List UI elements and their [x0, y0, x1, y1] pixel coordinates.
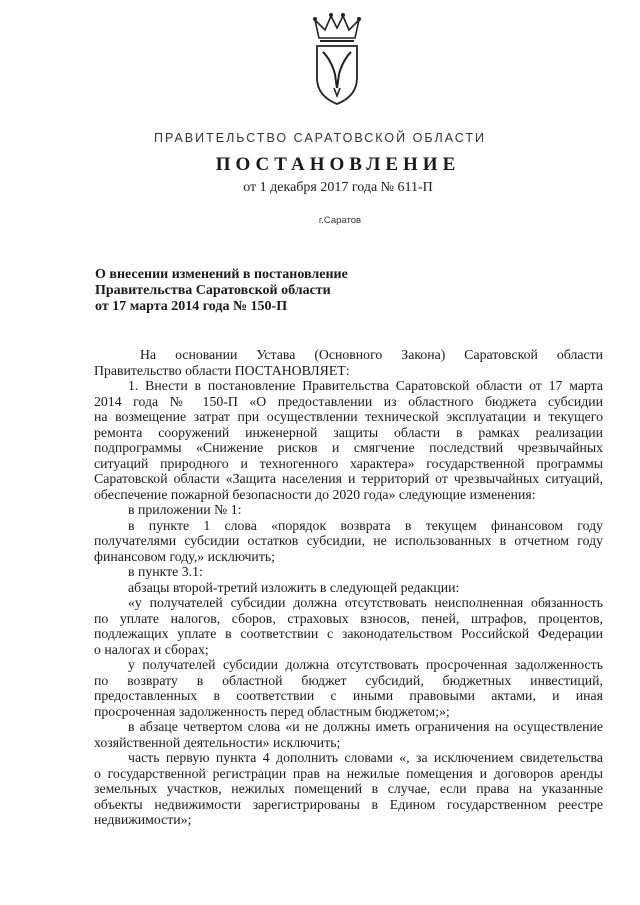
document-city: г.Саратов	[318, 215, 362, 226]
subject-line: О внесении изменений в постановление	[95, 267, 348, 282]
body-line: подпрограммы «Снижение рисков и смягчение последствий чрезвычайных	[94, 440, 603, 455]
body-line: 1. Внести в постановление Правительства Саратовской области от 17 марта	[128, 378, 603, 393]
body-line: обеспечение пожарной безопасности до 2020 года» следующие изменения:	[94, 486, 536, 502]
body-line: просроченная задолженность перед областным бюджетом;»;	[94, 703, 450, 719]
saratov-region-emblem-icon	[305, 8, 369, 108]
document-body	[94, 347, 603, 828]
body-line: 2014 года № 150-П «О предоставлении из областного бюджета субсидии	[94, 393, 603, 409]
body-line: у получателей субсидии должна отсутствовать просроченная задолженность	[128, 657, 603, 672]
government-title: ПРАВИТЕЛЬСТВО САРАТОВСКОЙ ОБЛАСТИ	[153, 131, 487, 145]
document-type: ПОСТАНОВЛЕНИЕ	[215, 154, 461, 175]
body-line: получателями субсидии остатков субсидии, не использованных в отчетном году	[94, 533, 603, 548]
body-line: в абзаце четвертом слова «и не должны иметь ограничения на осуществление	[128, 719, 603, 734]
body-line: финансовом году,» исключить;	[94, 548, 275, 564]
body-line: ремонта сооружений инженерной защиты области в рамках реализации	[94, 424, 603, 440]
subject-line: от 17 марта 2014 года № 150-П	[95, 299, 288, 314]
body-line: о налогах и сборах;	[94, 641, 209, 657]
body-line: «у получателей субсидии должна отсутствовать неисполненная обязанность	[128, 595, 603, 610]
body-line: о государственной регистрации прав на нежилые помещения и договоров аренды	[94, 765, 603, 781]
body-line: по уплате налогов, сборов, страховых взносов, пеней, штрафов, процентов,	[94, 610, 603, 626]
body-line: На основании Устава (Основного Закона) Саратовской области	[140, 347, 603, 362]
body-line: на возмещение затрат при осуществлении технической эксплуатации и текущего	[94, 409, 603, 424]
body-line: в пункте 3.1:	[128, 564, 203, 579]
body-line: Саратовской области «Защита населения и территорий от чрезвычайных ситуаций,	[94, 471, 603, 486]
body-line: ситуаций природного и техногенного характера» государственной программы	[94, 455, 603, 471]
body-line: предоставленных в соответствии с иными правовыми актами, и иная	[94, 688, 603, 703]
document-subject	[95, 267, 495, 315]
body-line: хозяйственной деятельности» исключить;	[94, 734, 341, 750]
body-line: недвижимости»;	[94, 812, 192, 827]
body-line: Правительство области ПОСТАНОВЛЯЕТ:	[94, 362, 350, 378]
body-line: подлежащих уплате в соответствии с законодательством Российской Федерации	[94, 626, 603, 641]
body-line: абзацы второй-третий изложить в следующей редакции:	[128, 579, 460, 595]
body-line: в пункте 1 слова «порядок возврата в текущем финансовом году	[128, 517, 603, 533]
body-line: по возврату в областной бюджет субсидий, бюджетных инвестиций,	[94, 672, 603, 688]
body-line: земельных участков, нежилых помещений в случае, если права на указанные	[94, 781, 603, 796]
body-line: в приложении № 1:	[128, 502, 242, 517]
subject-line: Правительства Саратовской области	[95, 283, 331, 298]
body-line: объекты недвижимости зарегистрированы в Едином государственном реестре	[94, 796, 603, 812]
document-date-number: от 1 декабря 2017 года № 611-П	[243, 180, 433, 195]
body-line: часть первую пункта 4 дополнить словами «, за исключением свидетельства	[128, 750, 603, 765]
